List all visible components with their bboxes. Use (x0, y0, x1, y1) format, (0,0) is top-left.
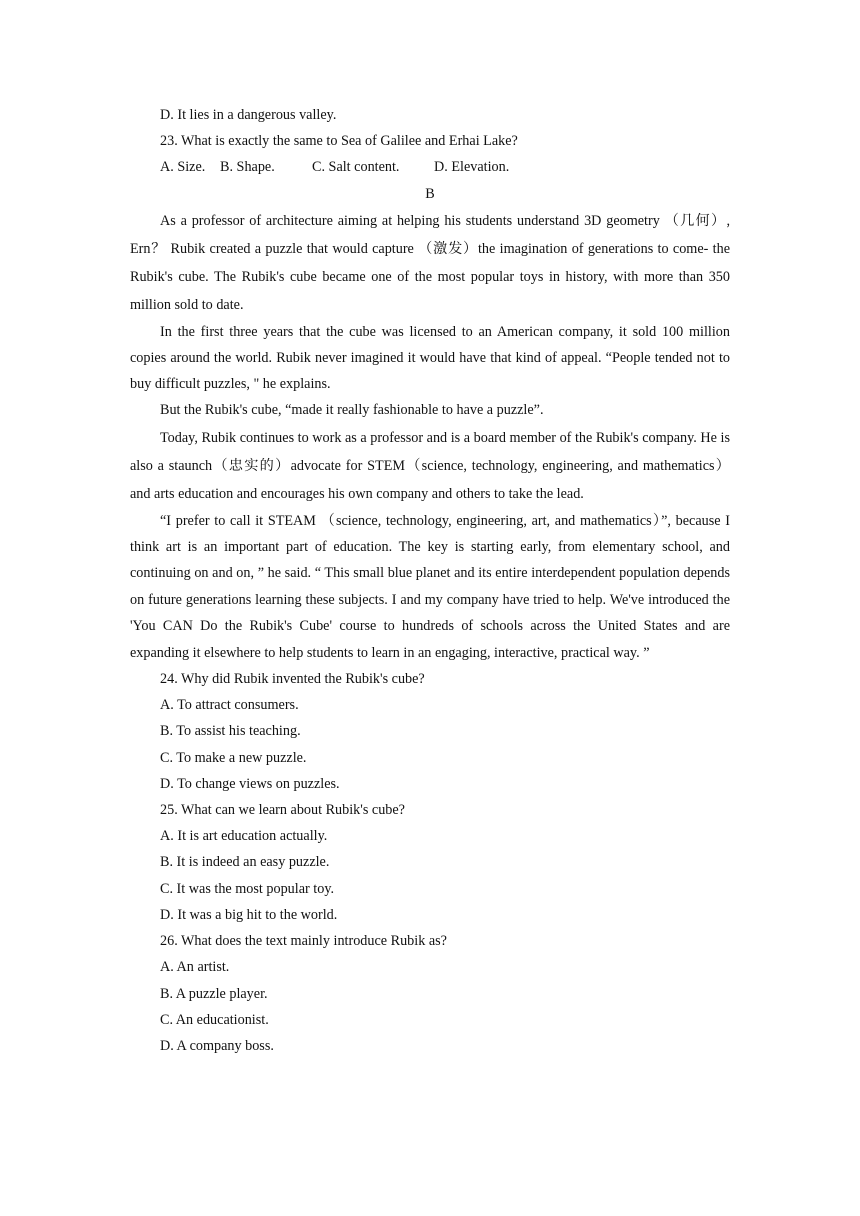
section-label: B (425, 185, 435, 202)
passage-paragraph-5: “I prefer to call it STEAM （science, technology, engineering, art, and mathematics）”, because I think art is an important part of education. The key is starting early, from elementary school, and continuing on and on, ” he said. “ This small blue planet and its entire interdependent population depends on future generations learning these subjects. I and my company have tried to help. We've introduced the 'You CAN Do the Rubik's Cube' course to hundreds of schools across the United States and are expanding it elsewhere to help students to learn in an engaging, interactive, practical way. ” (130, 512, 730, 661)
q23-question: 23. What is exactly the same to Sea of Galilee and Erhai Lake? (160, 133, 518, 150)
q23-option-d: D. Elevation. (434, 159, 510, 176)
q26-question: 26. What does the text mainly introduce Rubik as? (160, 933, 447, 950)
passage-paragraph-4: Today, Rubik continues to work as a professor and is a board member of the Rubik's company. He is also a staunch（忠实的）advocate for STEM（science, technology, engineering, and mathematics） and arts education and encourages his own company and others to take the lead. (130, 429, 730, 502)
q24-option-c: C. To make a new puzzle. (160, 749, 307, 766)
q25-option-d: D. It was a big hit to the world. (160, 906, 338, 923)
q22-option-d: D. It lies in a dangerous valley. (160, 107, 337, 123)
passage-paragraph-3: But the Rubik's cube, “made it really fashionable to have a puzzle”. (160, 402, 544, 419)
q24-option-a: A. To attract consumers. (160, 697, 299, 714)
q24-option-d: D. To change views on puzzles. (160, 775, 340, 792)
q24-option-b: B. To assist his teaching. (160, 723, 301, 740)
q26-option-d: D. A company boss. (160, 1037, 274, 1054)
q26-option-a: A. An artist. (160, 959, 230, 976)
q23-option-c: C. Salt content. (312, 159, 400, 176)
passage-paragraph-2: In the first three years that the cube was licensed to an American company, it sold 100 million copies around the world. Rubik never imagined it would have that kind of appeal. “People tended not to buy difficult puzzles, " he explains. (130, 323, 730, 393)
q25-option-a: A. It is art education actually. (160, 828, 328, 845)
q23-options (130, 154, 730, 180)
document-page (130, 102, 730, 1059)
q26-option-c: C. An educationist. (160, 1011, 269, 1028)
q26-option-b: B. A puzzle player. (160, 985, 268, 1002)
q25-option-b: B. It is indeed an easy puzzle. (160, 854, 330, 871)
q25-question: 25. What can we learn about Rubik's cube? (160, 802, 405, 819)
q23-option-b: B. Shape. (220, 159, 275, 176)
q24-question: 24. Why did Rubik invented the Rubik's cube? (160, 671, 425, 688)
q25-option-c: C. It was the most popular toy. (160, 880, 335, 897)
q23-option-a: A. Size. (160, 159, 206, 176)
passage-paragraph-1: As a professor of architecture aiming at helping his students understand 3D geometry （几何）, Ern？ Rubik created a puzzle that would capture （激发）the imagination of generations to come- the Rubik's cube. The Rubik's cube became one of the most popular toys in history, with more than 350 million sold to date. (130, 212, 730, 313)
